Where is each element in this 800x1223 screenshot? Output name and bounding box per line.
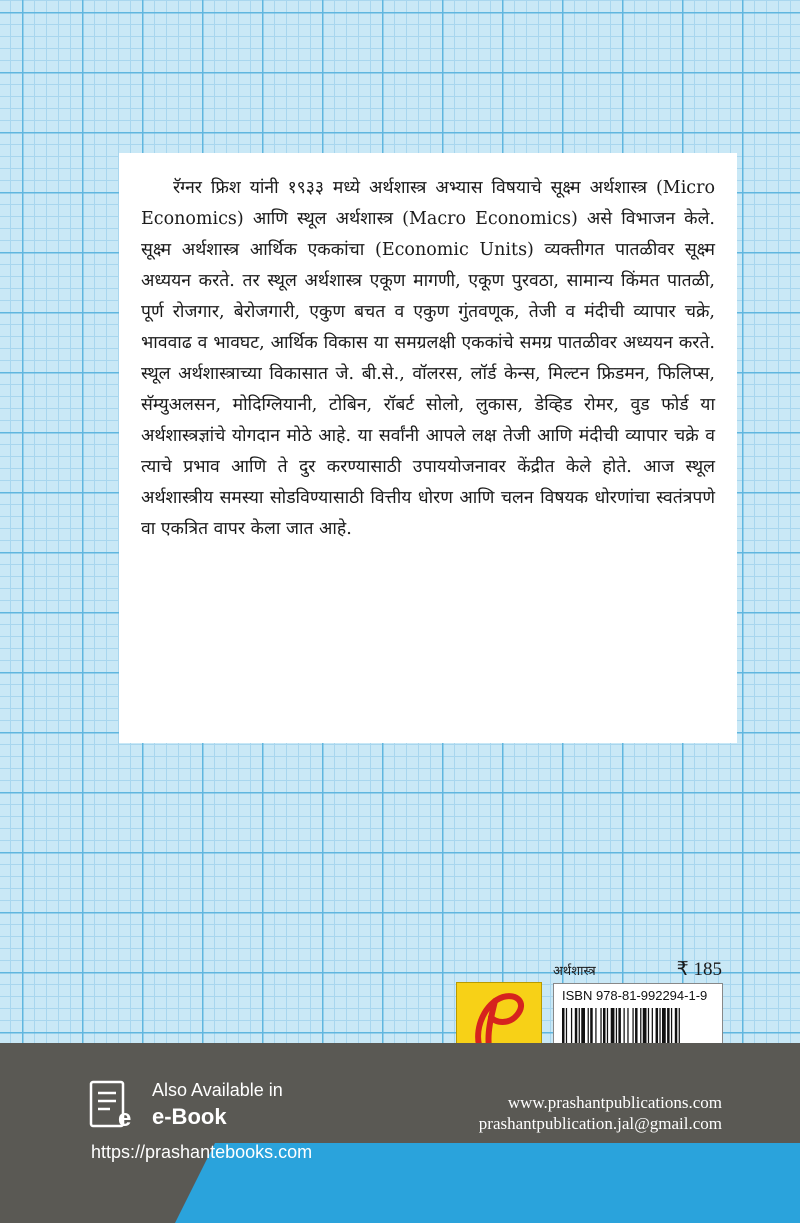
price-label: ₹ 185 — [676, 959, 722, 980]
ebook-url[interactable]: https://prashantebooks.com — [91, 1142, 313, 1162]
website-link[interactable]: www.prashantpublications.com — [507, 1093, 722, 1112]
svg-text:e: e — [118, 1105, 132, 1131]
subject-label: अर्थशास्त्र — [553, 964, 596, 979]
ebook-availability: Also Available in — [152, 1080, 283, 1100]
isbn-label: ISBN 978-81-992294-1-9 — [562, 988, 708, 1003]
email-link[interactable]: prashantpublication.jal@gmail.com — [478, 1114, 722, 1133]
blurb-text: रॅग्नर फ्रिश यांनी १९३३ मध्ये अर्थशास्त्र अभ्यास विषयाचे सूक्ष्म अर्थशास्त्र (Micro Economics) आणि स्थूल अर्थशास्त्र (Macro Economics) असे विभाजन केले. सूक्ष्म अर्थशास्त्र आर्थिक एककांचा (Economic Units) व्यक्तीगत पातळीवर सूक्ष्म अध्ययन करते. तर स्थूल अर्थशास्त्र एकूण मागणी, एकूण पुरवठा, सामान्य किंमत पातळी, पूर्ण रोजगार, बेरोजगारी, एकुण बचत व एकुण गुंतवणूक, तेजी व मंदीची व्यापार चक्रे, भाववाढ व भावघट, आर्थिक विकास या समग्रलक्षी एककांचे समग्र पातळीवर अध्ययन करते. स्थूल अर्थशास्त्राच्या विकासात जे. बी.से., वॉलरस, लॉर्ड केन्स, मिल्टन फ्रिडमन, फिलिप्स, सॅम्युअलसन, मोदिग्लियानी, टोबिन, रॉबर्ट सोलो, लुकास, डेव्हिड रोमर, वुड फोर्ड या अर्थशास्त्रज्ञांचे योगदान मोठे आहे. या सर्वांनी आपले लक्ष तेजी आणि मंदीची व्यापार चक्रे व त्याचे प्रभाव आणि ते दुर करण्यासाठी उपाययोजनावर केंद्रीत केले होते. आज स्थूल अर्थशास्त्रीय समस्या सोडविण्यासाठी वित्तीय धोरण आणि चलन विषयक धोरणांचा स्वतंत्रपणे वा एकत्रित वापर केला जात आहे. — [141, 178, 715, 539]
blurb-panel — [119, 153, 737, 743]
ebook-icon — [88, 1079, 136, 1131]
ebook-label: e-Book — [152, 1104, 227, 1129]
